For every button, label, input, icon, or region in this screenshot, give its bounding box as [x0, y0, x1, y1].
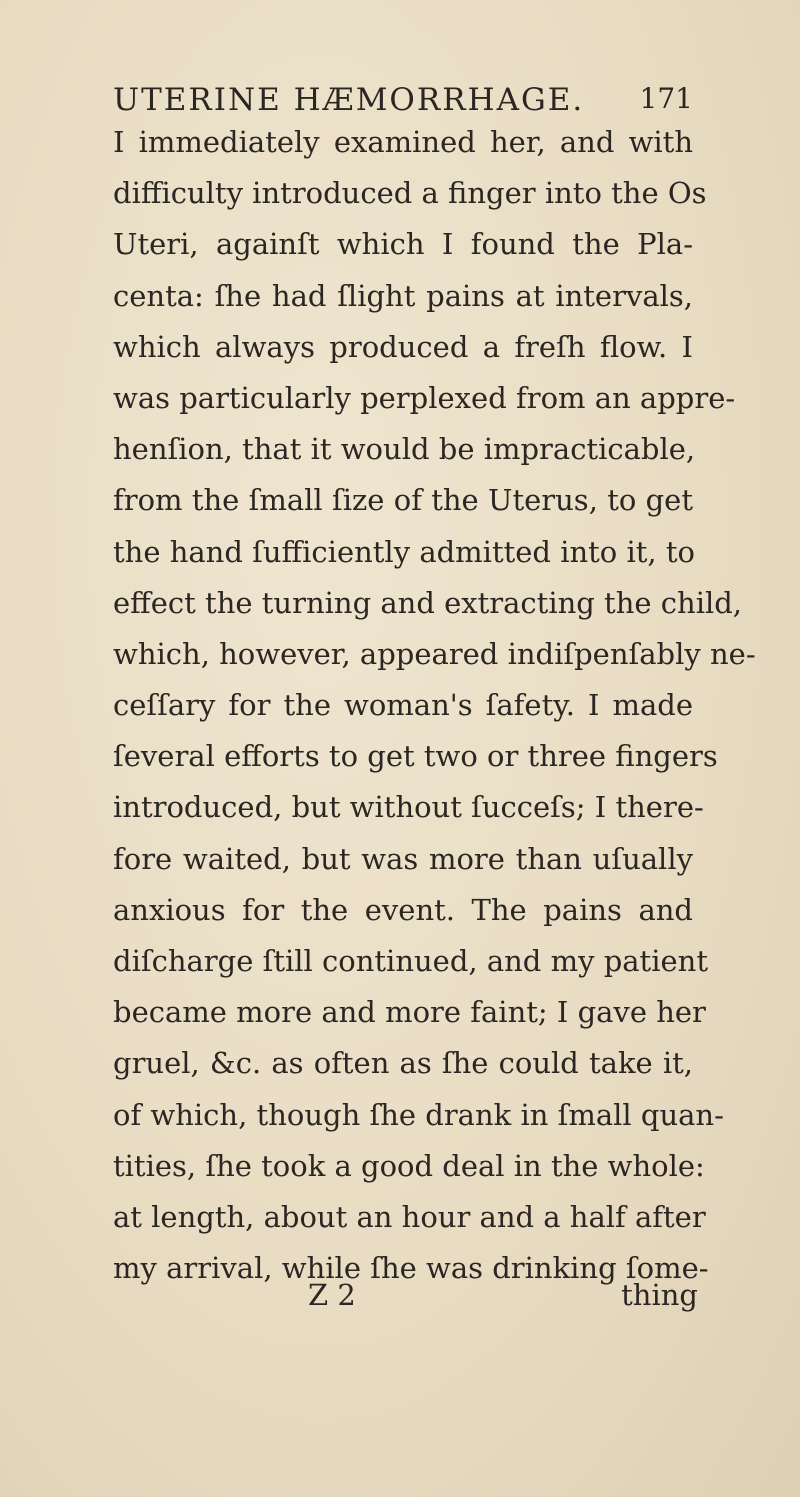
text-line: fore waited, but was more than uſually — [113, 841, 693, 876]
text-line: anxious for the event. The pains and — [113, 892, 693, 927]
text-line: diſcharge ſtill continued, and my patient — [113, 944, 708, 978]
text-line: ſeveral efforts to get two or three fingers — [113, 739, 718, 774]
text-line: tities, ſhe took a good deal in the whole: — [113, 1148, 705, 1183]
running-header — [113, 82, 693, 122]
text-line: at length, about an hour and a half after — [113, 1199, 706, 1234]
running-title: UTERINE HÆMORRHAGE. — [113, 82, 585, 118]
signature-mark: Z 2 — [308, 1278, 356, 1312]
text-line: from the ſmall ſize of the Uterus, to get — [113, 483, 693, 518]
page-number: 171 — [639, 82, 693, 115]
text-line: introduced, but without ſucceſs; I there- — [113, 790, 704, 825]
text-line: centa: ſhe had ſlight pains at intervals, — [113, 278, 693, 313]
text-line: which always produced a freſh flow. I — [113, 329, 693, 364]
text-line: henſion, that it would be impracticable, — [113, 432, 696, 467]
text-line: of which, though ſhe drank in ſmall quan- — [113, 1097, 724, 1132]
text-line: the hand ſufficiently admitted into it, to — [113, 534, 695, 569]
text-line: Uteri, againſt which I found the Pla- — [113, 227, 693, 262]
text-line: gruel, &c. as often as ſhe could take it, — [113, 1046, 693, 1081]
text-line: ceſſary for the woman's ſafety. I made — [113, 688, 693, 723]
text-line: which, however, appeared indiſpenſably ne- — [113, 636, 756, 671]
text-line: difficulty introduced a finger into the Os — [113, 176, 707, 211]
text-line: was particularly perplexed from an appre- — [113, 380, 736, 415]
text-line: effect the turning and extracting the child, — [113, 585, 743, 620]
body-text — [113, 117, 756, 1294]
text-line: became more and more faint; I gave her — [113, 995, 706, 1030]
text-line: I immediately examined her, and with — [113, 125, 693, 159]
text-line: my arrival, while ſhe was drinking ſome- — [113, 1251, 709, 1286]
page-footer — [308, 1270, 738, 1320]
catchword: thing — [621, 1278, 698, 1312]
